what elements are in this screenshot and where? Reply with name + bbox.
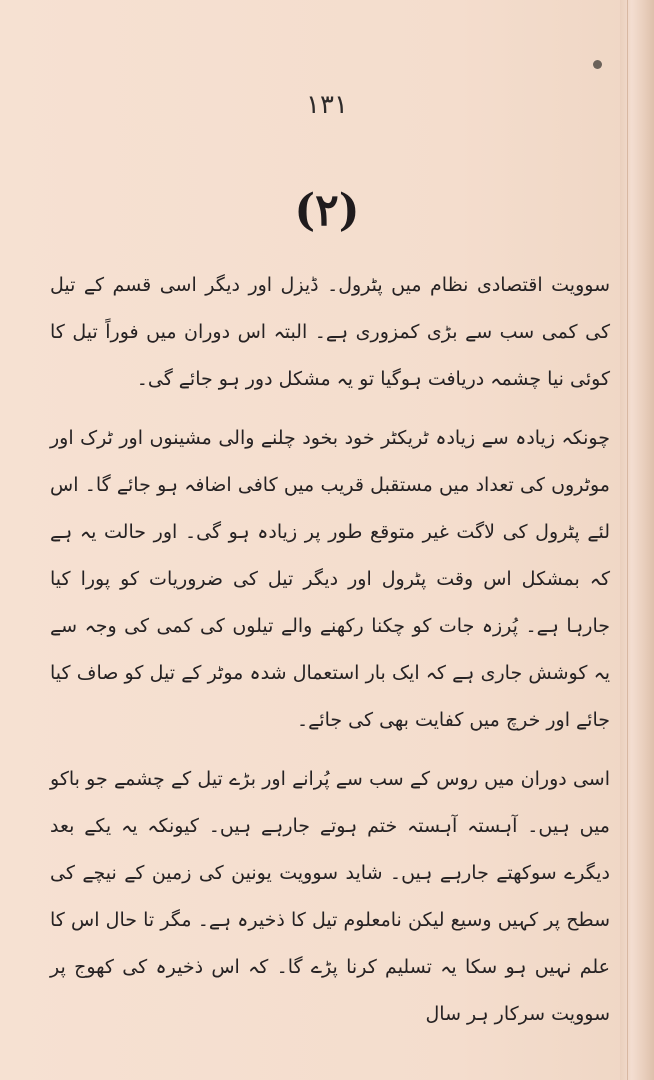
page-edge (620, 0, 654, 1080)
page-fold-line (627, 0, 628, 1080)
page-number: ۱۳۱ (306, 90, 348, 120)
paragraph-2: چونکہ زیادہ سے زیادہ ٹریکٹر خود بخود چلنے والی مشینوں اور ٹرک اور موٹروں کی تعداد میں مستقبل قریب میں کافی اضافہ ہو جائے گا۔ اس لئے پٹرول کی لاگت غیر متوقع طور پر زیادہ ہو گی۔ اور حالت یہ ہے کہ بمشکل اس وقت پٹرول اور دیگر تیل کی ضروریات کو پورا کیا جارہا ہے۔ پُرزہ جات کو چکنا رکھنے والے تیلوں کی کمی کی وجہ سے یہ کوشش جاری ہے کہ ایک بار استعمال شدہ موٹر کے تیل کو صاف کیا جائے اور خرچ میں کفایت بھی کی جائے۔ (50, 427, 610, 731)
paragraph-1: سوویت اقتصادی نظام میں پٹرول۔ ڈیزل اور دیگر اسی قسم کے تیل کی کمی سب سے بڑی کمزوری ہے۔ البتہ اس دوران میں فوراً تیل کا کوئی نیا چشمہ دریافت ہوگیا تو یہ مشکل دور ہو جائے گی۔ (50, 274, 610, 390)
body-text (50, 262, 610, 1050)
chapter-number: (۲) (294, 185, 360, 236)
paragraph-3: اسی دوران میں روس کے سب سے پُرانے اور بڑے تیل کے چشمے جو باکو میں ہیں۔ آہستہ آہستہ ختم ہوتے جارہے ہیں۔ کیونکہ یہ یکے بعد دیگرے سوکھتے جارہے ہیں۔ شاید سوویت یونین کی زمین کے نیچے کی سطح پر کہیں وسیع لیکن نامعلوم تیل کا ذخیرہ ہے۔ مگر تا حال اس کا علم نہیں ہو سکا یہ تسلیم کرنا پڑے گا۔ کہ اس ذخیرہ کی کھوج پر سوویت سرکار ہر سال (50, 768, 610, 1025)
ink-spot (593, 60, 602, 69)
